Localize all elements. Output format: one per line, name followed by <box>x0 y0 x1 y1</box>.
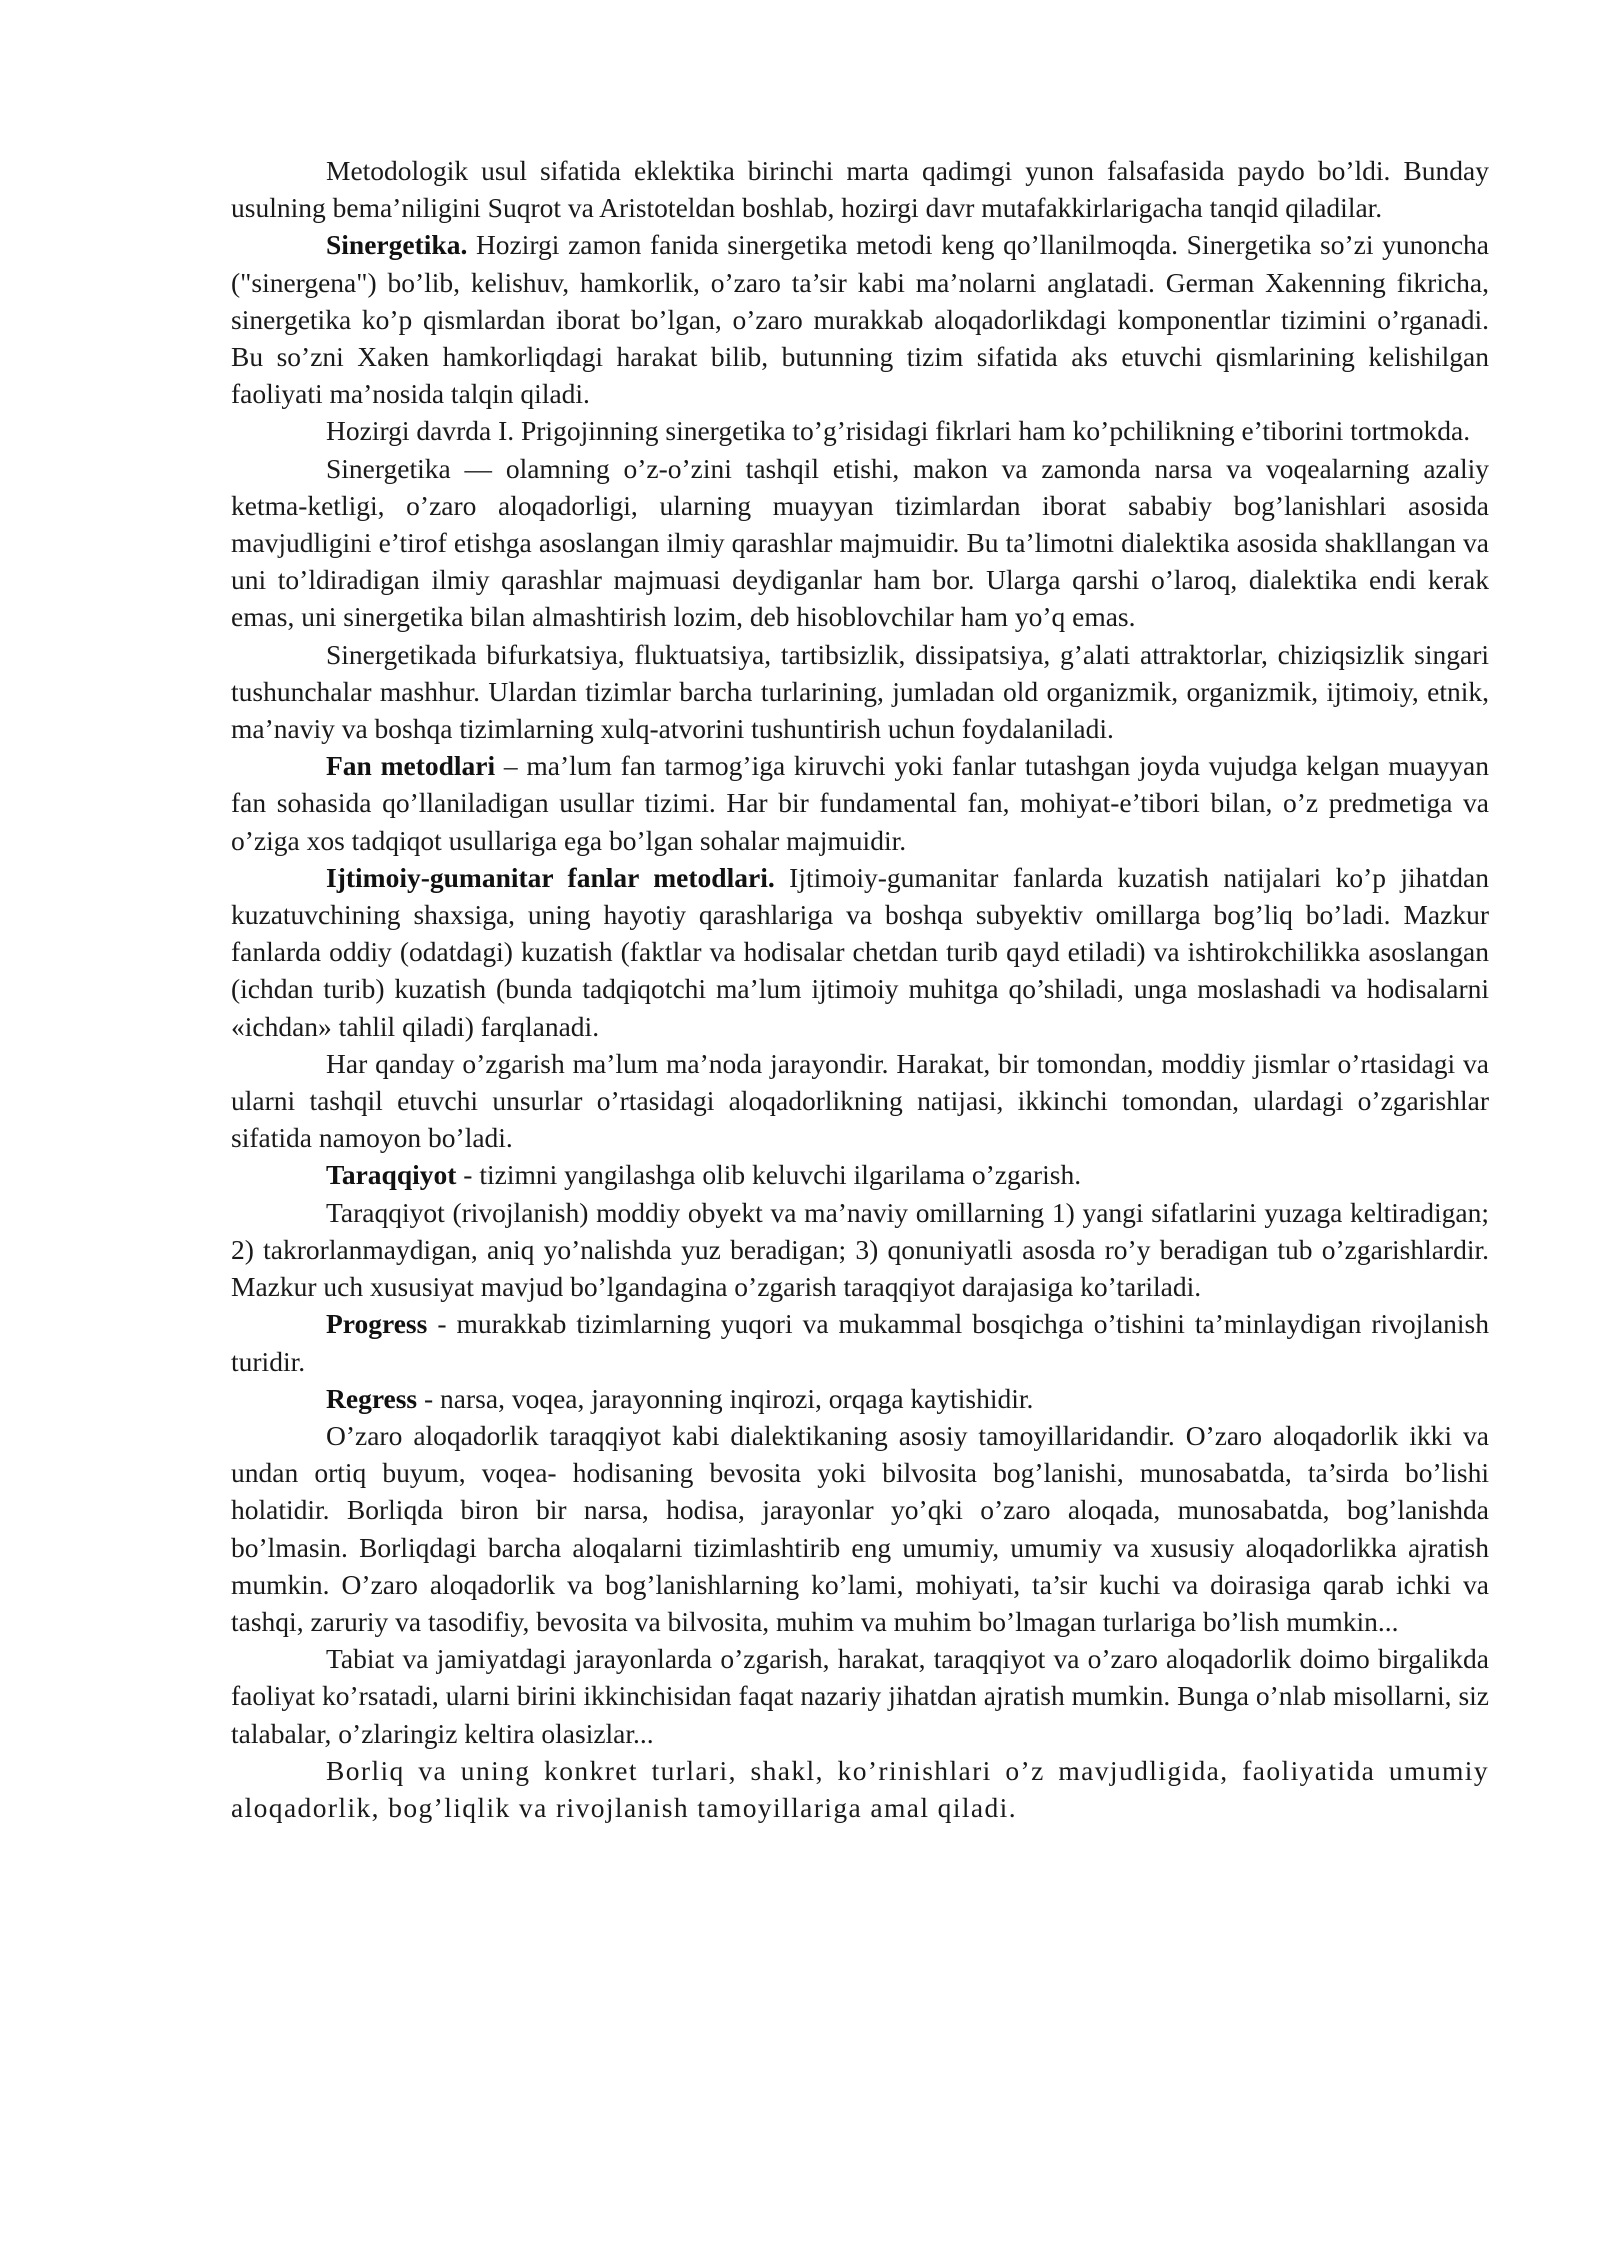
paragraph-text: Taraqqiyot (rivojlanish) moddiy obyekt va ma’naviy omillarning 1) yangi sifatlarini yuzaga keltiradigan; 2) takrorlanmaydigan, aniq yo’nalishda yuz beradigan; 3) qonuniyatli asosda ro’y beradigan tub o’zgarishlardir. Mazkur uch xususiyat mavjud bo’lgandagina o’zgarish taraqqiyot darajasiga ko’tariladi. <box>231 1196 1489 1303</box>
paragraph-text: - tizimni yangilashga olib keluvchi ilgarilama o’zgarish. <box>456 1159 1082 1191</box>
paragraph-text: Har qanday o’zgarish ma’lum ma’noda jarayondir. Harakat, bir tomondan, moddiy jismlar o’rtasidagi va ularni tashqil etuvchi unsurlar o’rtasidagi aloqadorlikning natijasi, ikkinchi tomondan, ulardagi o’zgarishlar sifatida namoyon bo’ladi. <box>231 1047 1489 1154</box>
paragraph-taraqqiyot-detail <box>231 1194 1489 1306</box>
paragraph-regress <box>231 1380 1489 1417</box>
paragraph-text: Ijtimoiy-gumanitar fanlarda kuzatish natijalari ko’p jihatdan kuzatuvchining shaxsiga, uning hayotiy qarashlariga va boshqa subyektiv omillarga bog’liq bo’ladi. Mazkur fanlarda oddiy (odatdagi) kuzatish (faktlar va hodisalar chetdan turib qayd etiladi) va ishtirokchilikka asoslangan (ichdan turib) kuzatish (bunda tadqiqotchi ma’lum ijtimoiy muhitga qo’shiladi, unga moslashadi va hodisalarni «ichdan» tahlil qiladi) farqlanadi. <box>231 861 1489 1042</box>
document-page <box>231 152 1489 1826</box>
paragraph-ozaro-aloqadorlik <box>231 1417 1489 1640</box>
paragraph-text: Hozirgi davrda I. Prigojinning sinergetika to’g’risidagi fikrlari ham ko’pchilikning e’tiborini tortmokda. <box>326 415 1471 447</box>
term-heading: Sinergetika. <box>326 229 468 261</box>
paragraph-text: Tabiat va jamiyatdagi jarayonlarda o’zgarish, harakat, taraqqiyot va o’zaro aloqadorlik doimo birgalikda faoliyat ko’rsatadi, ularni birini ikkinchisidan faqat nazariy jihatdan ajratish mumkin. Bunga o’nlab misollarni, siz talabalar, o’zlaringiz keltira olasizlar... <box>231 1643 1489 1749</box>
paragraph-taraqqiyot-term <box>231 1156 1489 1193</box>
term-heading: Regress <box>326 1382 418 1414</box>
paragraph-tabiat-jamiyat <box>231 1640 1489 1752</box>
paragraph-eklektika <box>231 152 1489 226</box>
term-heading: Ijtimoiy-gumanitar fanlar metodlari. <box>326 861 775 893</box>
paragraph-text: - narsa, voqea, jarayonning inqirozi, orqaga kaytishidir. <box>417 1382 1034 1414</box>
paragraph-sinergetika-concepts <box>231 636 1489 748</box>
paragraph-sinergetika <box>231 226 1489 412</box>
paragraph-text: Sinergetika — olamning o’z-o’zini tashqil etishi, makon va zamonda narsa va voqealarning azaliy ketma-ketligi, o’zaro aloqadorligi, ularning muayyan tizimlardan iborat sababiy bog’lanishlari asosida mavjudligini e’tirof etishga asoslangan ilmiy qarashlar majmuidir. Bu ta’limotni dialektika asosida shakllangan va uni to’ldiradigan ilmiy qarashlar majmuasi deydiganlar ham bor. Ularga qarshi o’laroq, dialektika endi kerak emas, uni sinergetika bilan almashtirish lozim, deb hisoblovchilar ham yo’q emas. <box>231 452 1489 633</box>
paragraph-progress <box>231 1305 1489 1379</box>
paragraph-text: - murakkab tizimlarning yuqori va mukammal bosqichga o’tishini ta’minlaydigan rivojlanish turidir. <box>231 1308 1489 1377</box>
paragraph-sinergetika-definition <box>231 450 1489 636</box>
paragraph-ozgarish <box>231 1045 1489 1157</box>
paragraph-ijtimoiy-gumanitar <box>231 859 1489 1045</box>
paragraph-fan-metodlari <box>231 747 1489 859</box>
paragraph-text: Borliq va uning konkret turlari, shakl, ko’rinishlari o’z mavjudligida, faoliyatida umumiy aloqadorlik, bog’liqlik va rivojlanish tamoyillariga amal qiladi. <box>231 1754 1489 1823</box>
term-heading: Taraqqiyot <box>326 1159 457 1191</box>
term-heading: Fan metodlari <box>326 750 496 782</box>
paragraph-text: Metodologik usul sifatida eklektika birinchi marta qadimgi yunon falsafasida paydo bo’ldi. Bunday usulning bema’niligini Suqrot va Aristoteldan boshlab, hozirgi davr mutafakkirlarigacha tanqid qiladilar. <box>231 155 1489 224</box>
paragraph-text: O’zaro aloqadorlik taraqqiyot kabi dialektikaning asosiy tamoyillaridandir. O’zaro aloqadorlik ikki va undan ortiq buyum, voqea- hodisaning bevosita yoki bilvosita bog’lanishi, munosabatda, ta’sirda bo’lishi holatidir. Borliqda biron bir narsa, hodisa, jarayonlar yo’qki o’zaro aloqada, munosabatda, bog’lanishda bo’lmasin. Borliqdagi barcha aloqalarni tizimlashtirib eng umumiy, umumiy va xususiy aloqadorlikka ajratish mumkin. O’zaro aloqadorlik va bog’lanishlarning ko’lami, mohiyati, ta’sir kuchi va doirasiga qarab ichki va tashqi, zaruriy va tasodifiy, bevosita va bilvosita, muhim va muhim bo’lmagan turlariga bo’lish mumkin... <box>231 1419 1489 1637</box>
paragraph-text: Hozirgi zamon fanida sinergetika metodi keng qo’llanilmoqda. Sinergetika so’zi yunoncha ("sinergena") bo’lib, kelishuv, hamkorlik, o’zaro ta’sir kabi ma’nolarni anglatadi. German Xakenning fikricha, sinergetika ko’p qismlardan iborat bo’lgan, o’zaro murakkab aloqadorlikdagi komponentlar tizimini o’rganadi. Bu so’zni Xaken hamkorliqdagi harakat bilib, butunning tizim sifatida aks etuvchi qismlarining kelishilgan faoliyati ma’nosida talqin qiladi. <box>231 229 1489 410</box>
paragraph-prigojin <box>231 412 1489 449</box>
term-heading: Progress <box>326 1308 428 1340</box>
paragraph-text: – ma’lum fan tarmog’iga kiruvchi yoki fanlar tutashgan joyda vujudga kelgan muayyan fan sohasida qo’llaniladigan usullar tizimi. Har bir fundamental fan, mohiyat-e’tibori bilan, o’z predmetiga va o’ziga xos tadqiqot usullariga ega bo’lgan sohalar majmuidir. <box>231 750 1490 856</box>
paragraph-text: Sinergetikada bifurkatsiya, fluktuatsiya, tartibsizlik, dissipatsiya, g’alati attraktorlar, chiziqsizlik singari tushunchalar mashhur. Ulardan tizimlar barcha turlarining, jumladan old organizmik, organizmik, ijtimoiy, etnik, ma’naviy va boshqa tizimlarning xulq-atvorini tushuntirish uchun foydalaniladi. <box>231 638 1489 745</box>
paragraph-borliq <box>231 1752 1489 1826</box>
